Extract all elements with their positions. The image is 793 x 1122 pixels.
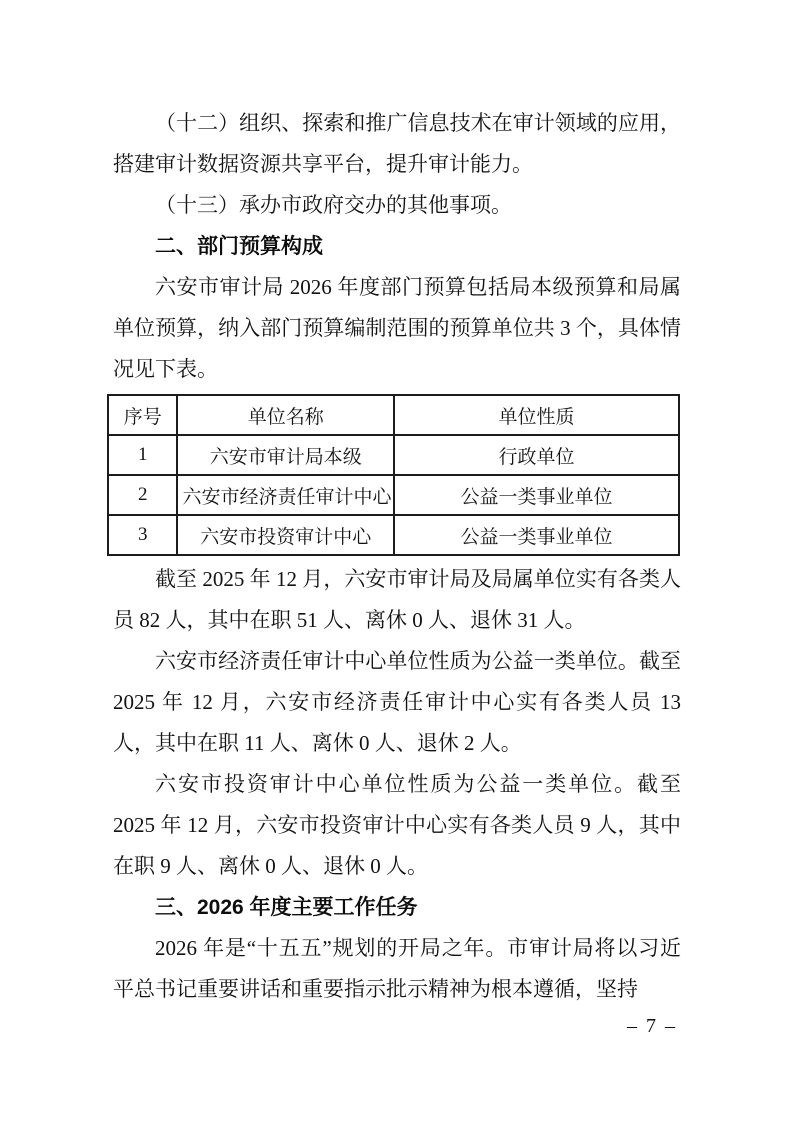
paragraph-tasks-intro: 2026 年是“十五五”规划的开局之年。市审计局将以习近平总书记重要讲话和重要指示批示精神为根本遵循，坚持 xyxy=(113,936,681,1001)
cell-index: 3 xyxy=(108,515,177,555)
document-body xyxy=(113,103,681,1010)
table-row xyxy=(108,435,679,475)
paragraph-item-12: （十二）组织、探索和推广信息技术在审计领域的应用，搭建审计数据资源共享平台，提升审计能力。 xyxy=(113,111,681,176)
table-header-nature: 单位性质 xyxy=(394,395,679,435)
table-header-name: 单位名称 xyxy=(177,395,394,435)
cell-nature: 行政单位 xyxy=(394,435,679,475)
table-row xyxy=(108,515,679,555)
paragraph-staff-economic-center: 六安市经济责任审计中心单位性质为公益一类单位。截至 2025 年 12 月，六安市经济责任审计中心实有各类人员 13 人，其中在职 11 人、离休 0 人、退休 2 人。 xyxy=(113,649,681,755)
page-number: – 7 – xyxy=(627,1015,677,1037)
section-heading-budget-composition: 二、部门预算构成 xyxy=(155,235,323,258)
table-header-row xyxy=(108,395,679,435)
cell-name: 六安市审计局本级 xyxy=(177,435,394,475)
paragraph-staff-investment-center: 六安市投资审计中心单位性质为公益一类单位。截至 2025 年 12 月，六安市投资审计中心实有各类人员 9 人，其中在职 9 人、离休 0 人、退休 0 人。 xyxy=(113,772,681,878)
cell-index: 2 xyxy=(108,475,177,515)
section-heading-2026-tasks: 三、2026 年度主要工作任务 xyxy=(155,896,418,919)
table-row xyxy=(108,475,679,515)
paragraph-item-13: （十三）承办市政府交办的其他事项。 xyxy=(155,193,512,217)
cell-nature: 公益一类事业单位 xyxy=(394,515,679,555)
budget-units-table xyxy=(107,394,680,556)
cell-index: 1 xyxy=(108,435,177,475)
table-header-index: 序号 xyxy=(108,395,177,435)
cell-nature: 公益一类事业单位 xyxy=(394,475,679,515)
cell-name: 六安市经济责任审计中心 xyxy=(177,475,394,515)
paragraph-staff-bureau: 截至 2025 年 12 月，六安市审计局及局属单位实有各类人员 82 人，其中在职 51 人、离休 0 人、退休 31 人。 xyxy=(113,567,681,632)
paragraph-budget-overview: 六安市审计局 2026 年度部门预算包括局本级预算和局属单位预算，纳入部门预算编制范围的预算单位共 3 个，具体情况见下表。 xyxy=(113,275,681,381)
cell-name: 六安市投资审计中心 xyxy=(177,515,394,555)
